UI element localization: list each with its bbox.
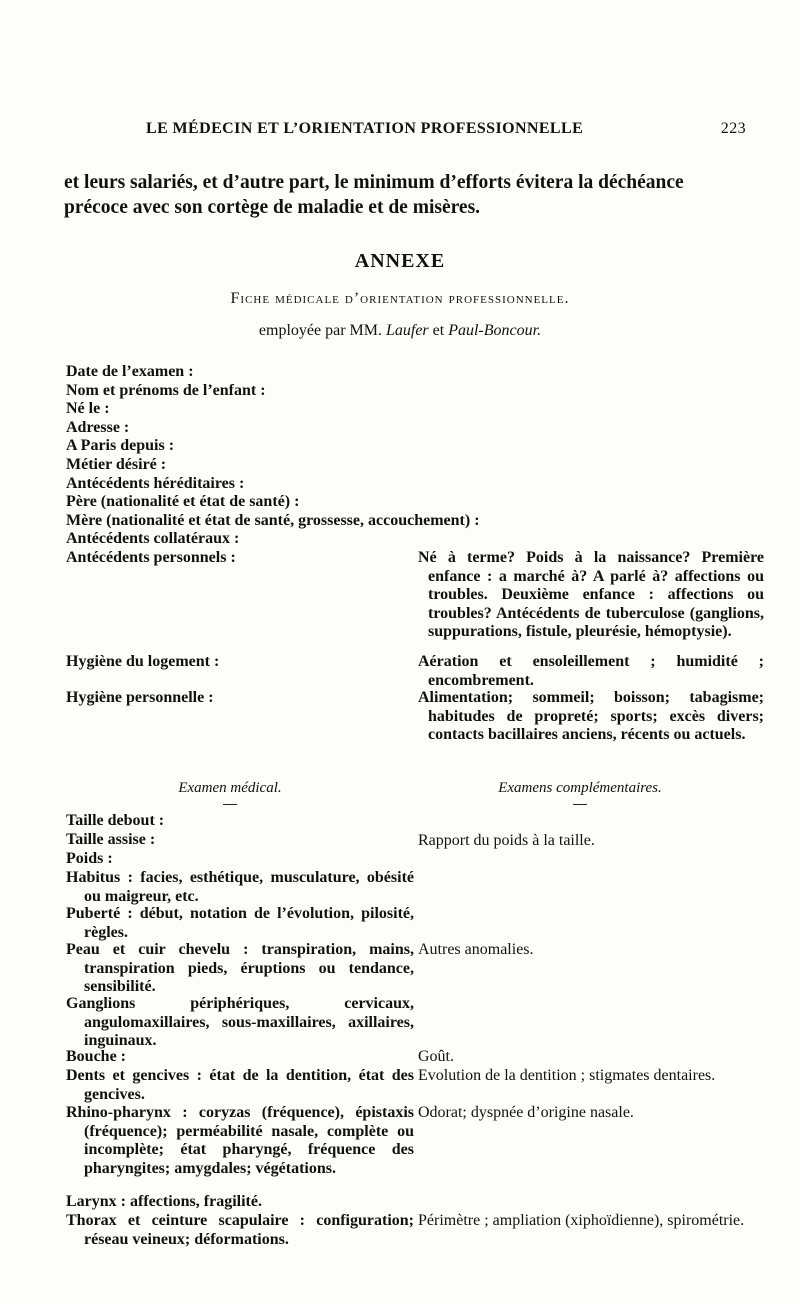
field-paris-depuis: A Paris depuis : [66,437,175,455]
label-antecedents-personnels: Antécédents personnels : [66,549,236,566]
text-hygiene-personnelle: Alimentation; sommeil; boisson; tabagisme; habitudes de propreté; sports; excès divers; contacts bacillaires anciens, récents ou actuels. [418,689,764,744]
field-hereditaires: Antécédents héréditaires : [66,474,245,492]
section-examens-complementaires: Examens complémentaires. [498,780,662,796]
item-autres-anomalies: Autres anomalies. [418,941,534,958]
continuation-line: et leurs salariés, et d’autre part, le minimum d’efforts évitera la déchéance [64,172,684,193]
item-odorat: Odorat; dyspnée d’origine nasale. [418,1104,634,1121]
divider-right [573,804,587,805]
page-number: 223 [720,120,746,137]
item-evolution-dentition: Evolution de la dentition ; stigmates dentaires. [418,1067,716,1084]
form-fields [66,363,606,549]
field-nom-prenoms: Nom et prénoms de l’enfant : [66,381,266,399]
section-examen-medical: Examen médical. [178,780,282,796]
item-gout: Goût. [418,1048,454,1065]
divider-left [223,804,237,805]
item-peau: Peau et cuir chevelu : transpiration, mains, transpiration pieds, éruptions ou tendance, sensibilité. [66,941,414,996]
text-antecedents-personnels: Né à terme? Poids à la naissance? Première enfance : a marché à? A parlé à? affections ou troubles. Deuxième enfance : affections ou troubles? Antécédents de tuberculose (ganglions, suppurations, fistule, pleurésie, hémoptysie). [418,549,764,641]
item-larynx: Larynx : affections, fragilité. [66,1193,262,1210]
item-perimetre: Périmètre ; ampliation (xiphoïdienne), spirométrie. [418,1212,745,1229]
item-thorax: Thorax et ceinture scapulaire : configuration; réseau veineux; déformations. [66,1212,414,1248]
field-metier: Métier désiré : [66,455,167,473]
field-collateraux: Antécédents collatéraux : [66,530,240,548]
author-paul-boncour: Paul-Boncour. [448,322,542,339]
item-poids: Poids : [66,850,113,867]
item-rapport-poids-taille: Rapport du poids à la taille. [418,832,595,849]
label-hygiene-logement: Hygiène du logement : [66,653,220,670]
item-puberte: Puberté : début, notation de l’évolution, pilosité, règles. [66,905,414,941]
byline [0,322,800,340]
item-habitus: Habitus : facies, esthétique, musculature, obésité ou maigreur, etc. [66,869,414,905]
item-rhino-pharynx: Rhino-pharynx : coryzas (fréquence), épistaxis (fréquence); perméabilité nasale, complète ou incomplète; état pharyngé, fréquence des pharyngites; amygdales; végétations. [66,1104,414,1177]
running-head [146,120,746,138]
item-dents: Dents et gencives : état de la dentition, état des gencives. [66,1067,414,1103]
field-adresse: Adresse : [66,418,130,436]
item-taille-debout: Taille debout : [66,812,165,829]
byline-and: et [432,322,445,339]
field-pere: Père (nationalité et état de santé) : [66,493,300,511]
continuation-line: précoce avec son cortège de maladie et de misères. [64,197,481,218]
annexe-title: ANNEXE [354,250,446,272]
label-hygiene-personnelle: Hygiène personnelle : [66,689,214,706]
author-laufer: Laufer [385,322,429,339]
field-mere: Mère (nationalité et état de santé, grossesse, accouchement) : [66,511,480,529]
form-subtitle: Fiche médicale d’orientation professionnelle. [230,290,570,307]
running-title: LE MÉDECIN ET L’ORIENTATION PROFESSIONNELLE [146,120,584,137]
continuation-paragraph [64,170,744,220]
item-bouche: Bouche : [66,1048,126,1065]
item-taille-assise: Taille assise : [66,831,156,848]
field-date-examen: Date de l’examen : [66,363,194,380]
byline-prefix: employée par MM. [258,322,382,339]
field-ne-le: Né le : [66,400,110,418]
text-hygiene-logement: Aération et ensoleillement ; humidité ; encombrement. [418,653,764,689]
item-ganglions: Ganglions périphériques, cervicaux, angulomaxillaires, sous-maxillaires, axillaires, inguinaux. [66,995,414,1050]
